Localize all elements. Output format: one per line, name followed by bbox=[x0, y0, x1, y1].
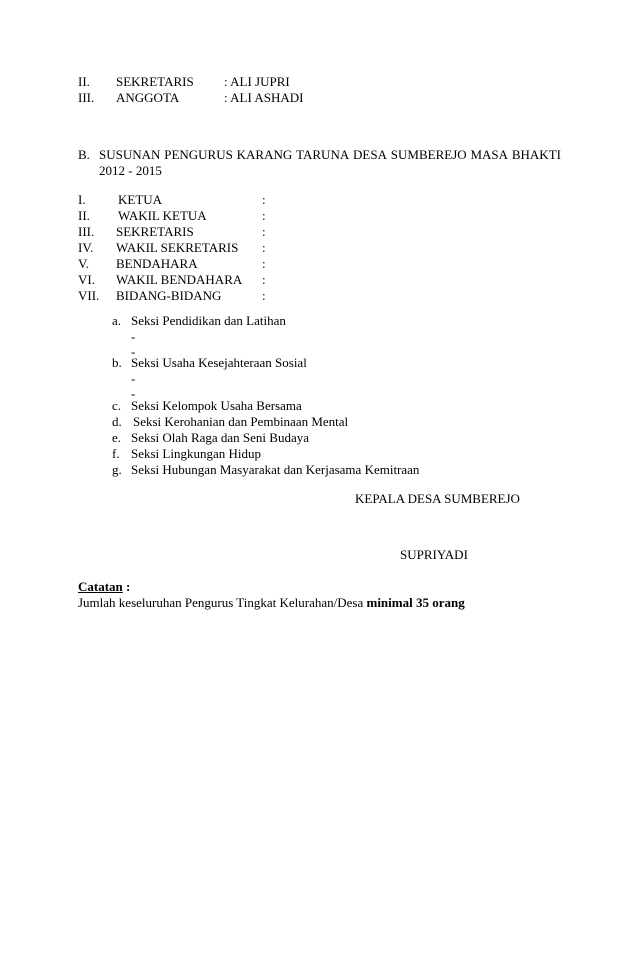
position-role: WAKIL KETUA bbox=[118, 208, 207, 223]
title-word: SUMBEREJO bbox=[390, 147, 467, 162]
position-num: VII. bbox=[78, 288, 100, 303]
field-label: Seksi Kerohanian dan Pembinaan Mental bbox=[133, 414, 349, 429]
field-dash: - bbox=[131, 371, 136, 386]
section-title-line2: 2012 - 2015 bbox=[99, 163, 162, 178]
position-num: III. bbox=[78, 224, 95, 239]
position-num: VI. bbox=[78, 272, 95, 287]
field-letter: g. bbox=[112, 462, 122, 477]
position-colon: : bbox=[262, 192, 266, 207]
top-list-value: : ALI ASHADI bbox=[224, 90, 304, 105]
position-colon: : bbox=[262, 272, 266, 287]
field-label: Seksi Olah Raga dan Seni Budaya bbox=[131, 430, 309, 445]
top-list-role: ANGGOTA bbox=[116, 90, 180, 105]
field-label: Seksi Pendidikan dan Latihan bbox=[131, 313, 286, 328]
position-num: II. bbox=[78, 208, 90, 223]
field-dash: - bbox=[131, 344, 136, 359]
field-letter: c. bbox=[112, 398, 122, 413]
position-num: I. bbox=[78, 192, 86, 207]
position-colon: : bbox=[262, 240, 266, 255]
section-title-line1 bbox=[99, 147, 561, 163]
title-word: PENGURUS bbox=[164, 147, 233, 162]
field-letter: b. bbox=[112, 355, 122, 370]
field-label: Seksi Usaha Kesejahteraan Sosial bbox=[131, 355, 307, 370]
title-word: BHAKTI bbox=[511, 147, 561, 162]
title-word: TARUNA bbox=[296, 147, 350, 162]
field-letter: f. bbox=[112, 446, 120, 461]
field-letter: d. bbox=[112, 414, 122, 429]
position-role: WAKIL SEKRETARIS bbox=[116, 240, 239, 255]
position-colon: : bbox=[262, 288, 266, 303]
position-colon: : bbox=[262, 256, 266, 271]
position-num: V. bbox=[78, 256, 89, 271]
top-list-role: SEKRETARIS bbox=[116, 74, 194, 89]
field-dash: - bbox=[131, 386, 136, 401]
position-role: KETUA bbox=[118, 192, 163, 207]
section-letter: B. bbox=[78, 147, 90, 162]
signature-title: KEPALA DESA SUMBEREJO bbox=[355, 491, 520, 506]
note-text bbox=[78, 595, 465, 611]
note-text-bold: minimal 35 orang bbox=[366, 595, 465, 610]
position-role: BENDAHARA bbox=[116, 256, 198, 271]
position-role: BIDANG-BIDANG bbox=[116, 288, 222, 303]
top-list-value: : ALI JUPRI bbox=[224, 74, 290, 89]
title-word: MASA bbox=[470, 147, 509, 162]
title-word: KARANG bbox=[236, 147, 293, 162]
title-word: DESA bbox=[353, 147, 387, 162]
note-text-normal: Jumlah keseluruhan Pengurus Tingkat Kelurahan/Desa bbox=[78, 595, 364, 610]
signature-name: SUPRIYADI bbox=[400, 547, 468, 562]
top-list-num: II. bbox=[78, 74, 90, 89]
top-list-num: III. bbox=[78, 90, 95, 105]
position-colon: : bbox=[262, 208, 266, 223]
field-label: Seksi Lingkungan Hidup bbox=[131, 446, 261, 461]
note-heading-label: Catatan bbox=[78, 579, 123, 594]
note-heading bbox=[78, 579, 130, 595]
position-num: IV. bbox=[78, 240, 94, 255]
position-role: WAKIL BENDAHARA bbox=[116, 272, 243, 287]
field-dash: - bbox=[131, 329, 136, 344]
field-label: Seksi Kelompok Usaha Bersama bbox=[131, 398, 302, 413]
position-role: SEKRETARIS bbox=[116, 224, 194, 239]
field-label: Seksi Hubungan Masyarakat dan Kerjasama Kemitraan bbox=[131, 462, 420, 477]
title-word: SUSUNAN bbox=[99, 147, 161, 162]
field-letter: a. bbox=[112, 313, 122, 328]
note-heading-colon: : bbox=[122, 579, 131, 594]
field-letter: e. bbox=[112, 430, 122, 445]
position-colon: : bbox=[262, 224, 266, 239]
